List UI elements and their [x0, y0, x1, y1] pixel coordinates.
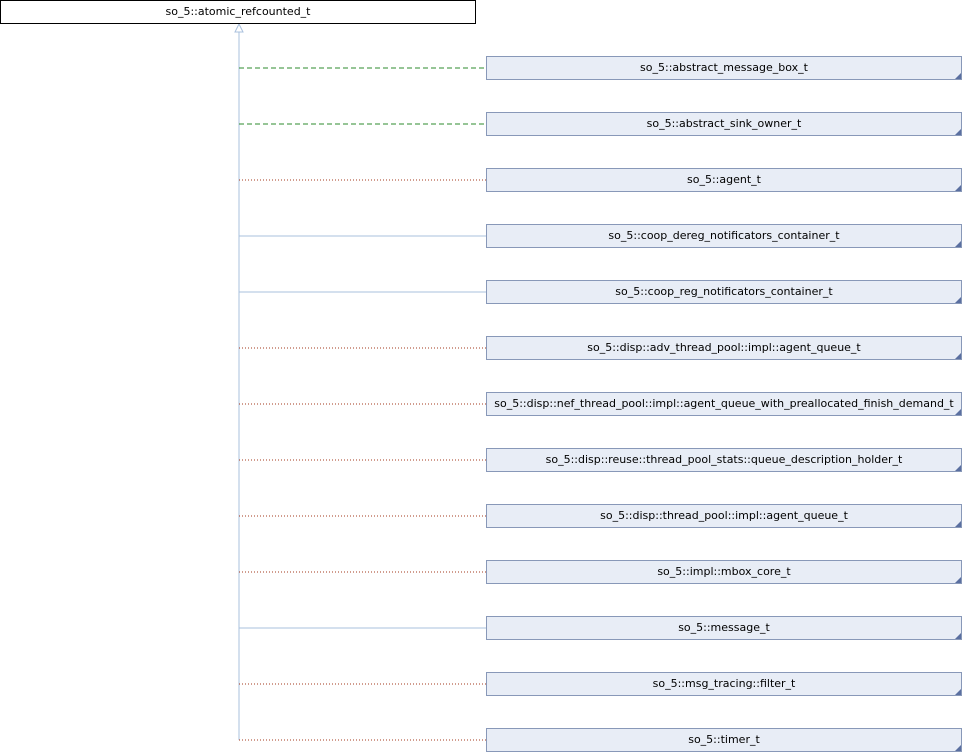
derived-class-node[interactable]: so_5::timer_t: [486, 728, 962, 752]
derived-class-node[interactable]: so_5::message_t: [486, 616, 962, 640]
derived-class-node[interactable]: so_5::disp::thread_pool::impl::agent_queue_t: [486, 504, 962, 528]
derived-class-node[interactable]: so_5::coop_reg_notificators_container_t: [486, 280, 962, 304]
derived-class-node[interactable]: so_5::coop_dereg_notificators_container_t: [486, 224, 962, 248]
inheritance-arrowhead-icon: [235, 24, 243, 32]
derived-class-node[interactable]: so_5::impl::mbox_core_t: [486, 560, 962, 584]
derived-class-node[interactable]: so_5::disp::adv_thread_pool::impl::agent_queue_t: [486, 336, 962, 360]
base-class-node: so_5::atomic_refcounted_t: [0, 0, 476, 24]
derived-class-node[interactable]: so_5::abstract_sink_owner_t: [486, 112, 962, 136]
derived-class-node[interactable]: so_5::disp::reuse::thread_pool_stats::queue_description_holder_t: [486, 448, 962, 472]
derived-class-node[interactable]: so_5::disp::nef_thread_pool::impl::agent_queue_with_preallocated_finish_demand_t: [486, 392, 962, 416]
derived-class-node[interactable]: so_5::abstract_message_box_t: [486, 56, 962, 80]
derived-class-node[interactable]: so_5::msg_tracing::filter_t: [486, 672, 962, 696]
derived-class-node[interactable]: so_5::agent_t: [486, 168, 962, 192]
